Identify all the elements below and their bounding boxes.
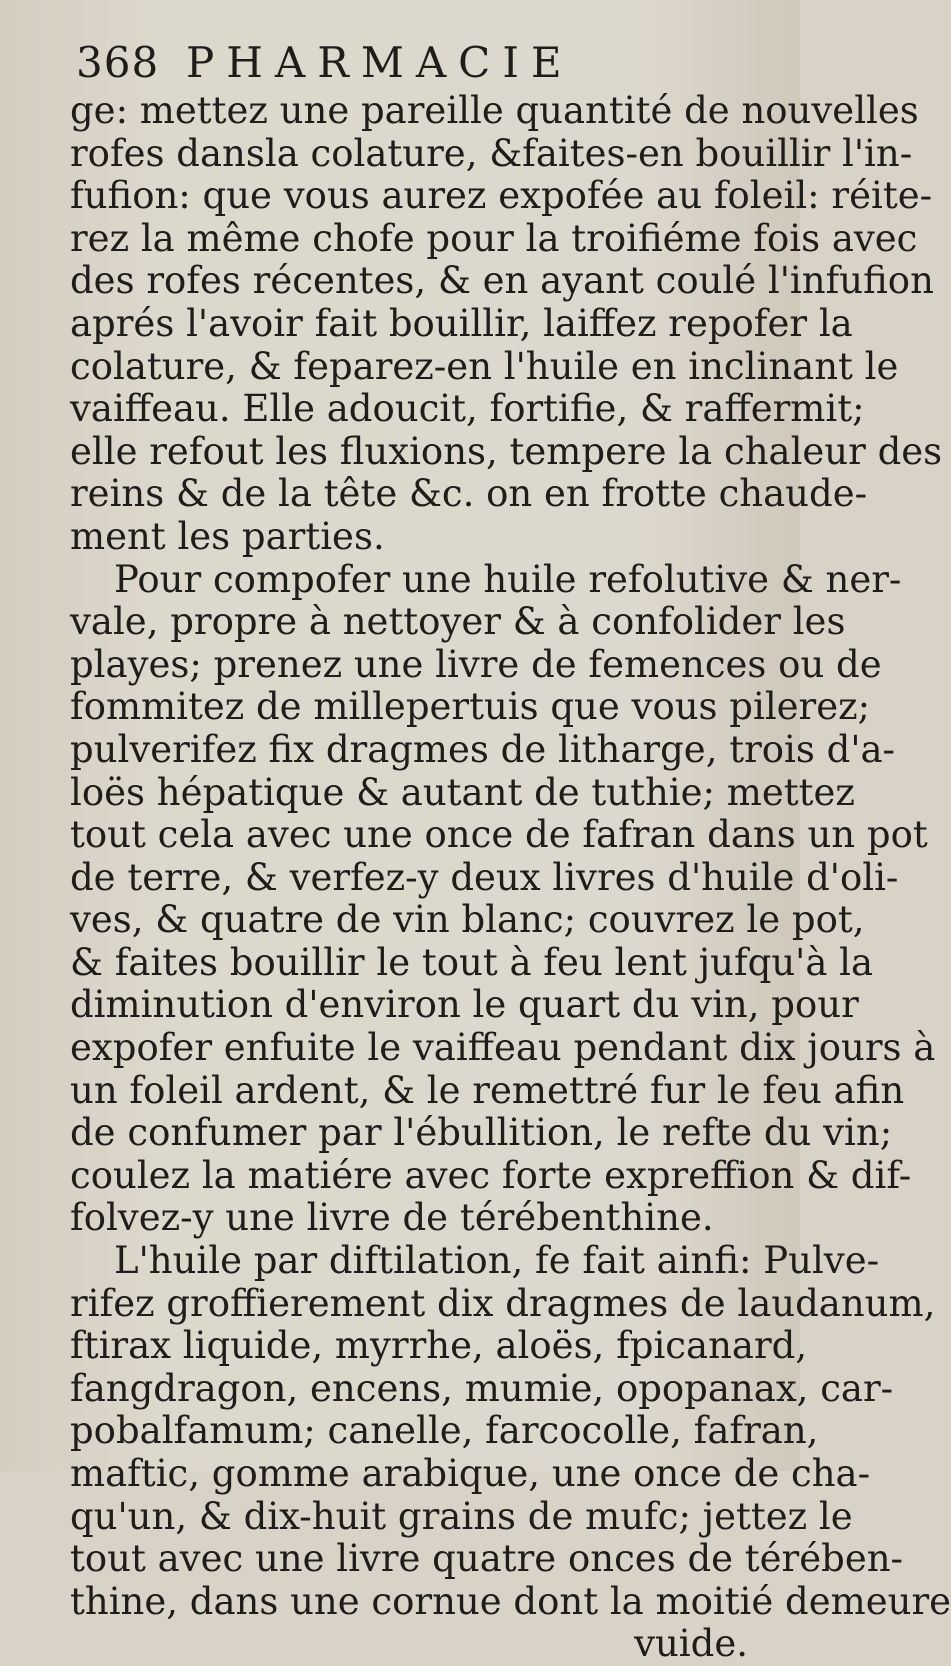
- text-line: elle refout les fluxions, tempere la chaleur des: [70, 429, 943, 473]
- text-line: thine, dans une cornue dont la moitié demeure: [70, 1579, 951, 1623]
- text-line: playes; prenez une livre de femences ou de: [70, 642, 882, 686]
- page-number: 368: [76, 38, 160, 87]
- text-line: pobalfamum; canelle, farcocolle, fafran,: [70, 1409, 819, 1453]
- text-line: tout cela avec une once de fafran dans un pot: [70, 813, 928, 857]
- text-line: qu'un, & dix-huit grains de mufc; jettez le: [70, 1494, 853, 1538]
- text-line: ves, & quatre de vin blanc; couvrez le pot,: [70, 898, 865, 942]
- text-line: de terre, & verfez-y deux livres d'huile d'oli-: [70, 855, 899, 899]
- page-header: [76, 38, 716, 94]
- text-line: diminution d'environ le quart du vin, pour: [70, 983, 859, 1027]
- text-line: ge: mettez une pareille quantité de nouvelles: [70, 89, 919, 132]
- text-line: de confumer par l'ébullition, le refte du vin;: [70, 1111, 893, 1155]
- text-line: maftic, gomme arabique, une once de cha-: [70, 1452, 871, 1495]
- text-line: vale, propre à nettoyer & à confolider les: [70, 600, 846, 644]
- text-line: fufion: que vous aurez expofée au foleil: réite-: [70, 174, 933, 218]
- text-line: rofes dansla colature, &faites-en bouillir l'in-: [70, 131, 913, 175]
- text-line: colature, & feparez-en l'huile en inclinant le: [70, 344, 899, 388]
- text-line: rifez groffierement dix dragmes de laudanum,: [70, 1281, 936, 1325]
- text-line: folvez-y une livre de térébenthine.: [70, 1196, 714, 1240]
- text-line: loës hépatique & autant de tuthie; mettez: [70, 770, 855, 814]
- text-line: pulverifez fix dragmes de litharge, trois d'a-: [70, 727, 896, 771]
- running-title: PHARMACIE: [186, 38, 574, 87]
- text-line: tout avec une livre quatre onces de térében-: [70, 1537, 904, 1581]
- text-line: & faites bouillir le tout à feu lent jufqu'à la: [70, 940, 874, 984]
- paragraph-start-line: Pour compofer une huile refolutive & ner-: [114, 557, 902, 601]
- text-line: rez la même chofe pour la troifiéme fois avec: [70, 216, 918, 260]
- text-line: un foleil ardent, & le remettré fur le feu afin: [70, 1068, 905, 1112]
- text-line: expofer enfuite le vaiffeau pendant dix jours à: [70, 1026, 936, 1070]
- text-line: aprés l'avoir fait bouillir, laiffez repofer la: [70, 301, 853, 345]
- text-body: [70, 89, 951, 1666]
- text-line: des rofes récentes, & en ayant coulé l'infufion: [70, 259, 934, 303]
- text-line: ftirax liquide, myrrhe, aloës, fpicanard,: [70, 1324, 808, 1368]
- text-line: vaiffeau. Elle adoucit, fortifie, & raffermit;: [70, 387, 865, 431]
- text-line: coulez la matiére avec forte expreffion & dif-: [70, 1153, 912, 1197]
- paragraph-start-line: L'huile par diftilation, fe fait ainfi: Pulve-: [114, 1239, 880, 1283]
- final-line: vuide.: [634, 1622, 748, 1666]
- text-line: fangdragon, encens, mumie, opopanax, car-: [70, 1366, 894, 1410]
- text-line: ment les parties.: [70, 514, 385, 558]
- text-line: fommitez de millepertuis que vous pilerez;: [70, 685, 871, 729]
- text-line: reins & de la tête &c. on en frotte chaude-: [70, 472, 868, 516]
